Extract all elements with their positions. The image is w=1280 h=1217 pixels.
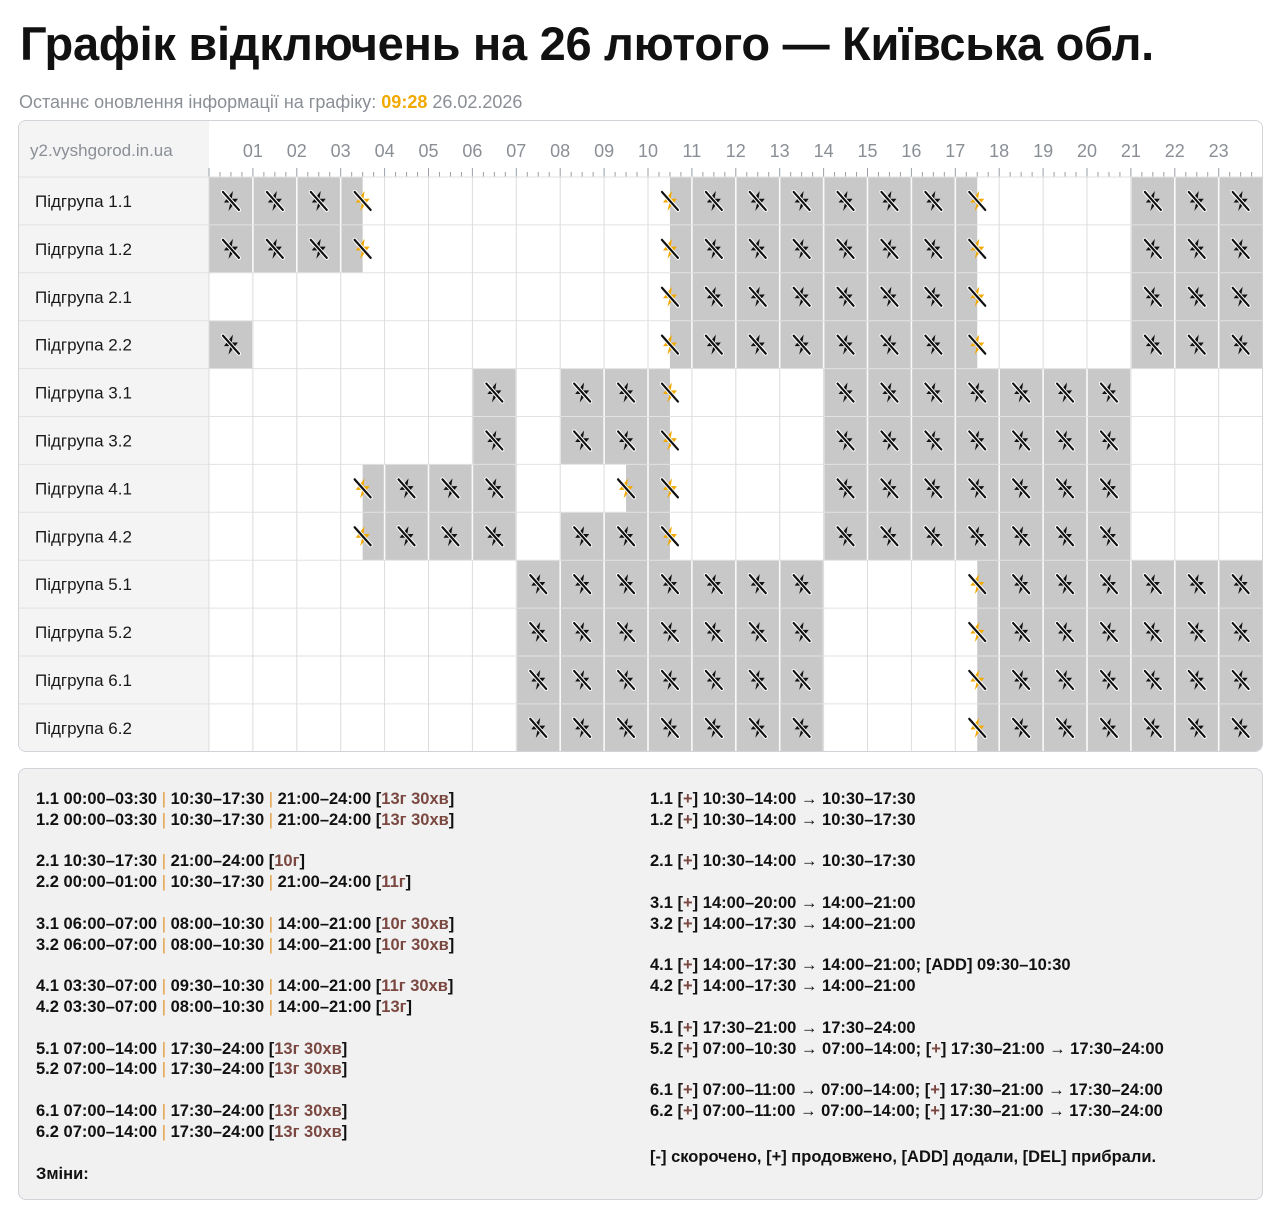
schedule-range: 14:00–21:00 — [277, 997, 372, 1016]
schedule-range: 17:30–24:00 — [170, 1122, 265, 1141]
schedule-line — [36, 935, 636, 956]
bracket: [ — [371, 810, 382, 829]
bracket: [ — [371, 914, 382, 933]
change-line — [650, 955, 1250, 976]
schedule-group-id: 2.2 — [36, 873, 64, 892]
change-separator: ; — [915, 1039, 926, 1058]
schedule-range: 07:00–14:00 — [63, 1101, 158, 1120]
range-separator: | — [264, 873, 278, 892]
schedule-range: 00:00–01:00 — [63, 873, 158, 892]
change-text: 14:00–20:00 → 14:00–21:00 — [702, 893, 916, 912]
hour-label: 05 — [418, 141, 439, 161]
range-separator: | — [264, 935, 278, 954]
hour-label: 03 — [330, 141, 351, 161]
legend: [-] скорочено, [+] продовжено, [ADD] додали, [DEL] прибрали. — [650, 1147, 1157, 1166]
hour-label: 16 — [901, 141, 922, 161]
schedule-total: 13г 30хв — [274, 1039, 342, 1058]
spacer — [650, 935, 1250, 956]
change-group-id: 4.2 — [650, 977, 678, 996]
spacer — [36, 831, 636, 852]
hour-label: 21 — [1120, 141, 1141, 161]
change-group-id: 6.1 — [650, 1081, 678, 1100]
schedule-range: 09:30–10:30 — [170, 977, 265, 996]
change-line — [650, 810, 1250, 831]
bracket: [ — [264, 1060, 275, 1079]
hour-label: 12 — [725, 141, 746, 161]
change-tag: + — [683, 1039, 693, 1058]
schedule-group-id: 5.1 — [36, 1039, 64, 1058]
schedule-range: 21:00–24:00 — [277, 873, 372, 892]
group-label: Підгрупа 2.2 — [35, 335, 132, 355]
bracket: ] — [341, 1060, 348, 1079]
update-label: Останнє оновлення інформації на графіку: — [19, 92, 377, 112]
schedule-group-id: 1.2 — [36, 810, 64, 829]
schedule-total: 13г 30хв — [274, 1101, 342, 1120]
change-tag: + — [683, 1081, 693, 1100]
schedule-range: 17:30–24:00 — [170, 1060, 265, 1079]
change-line — [650, 893, 1250, 914]
change-line — [650, 851, 1250, 872]
bracket: ] — [447, 977, 454, 996]
bracket: ] — [966, 956, 978, 975]
hour-label: 23 — [1208, 141, 1229, 161]
bracket: [ — [371, 790, 382, 808]
schedule-total: 10г — [274, 852, 300, 871]
change-tag: + — [683, 914, 693, 933]
group-label: Підгрупа 3.1 — [35, 383, 132, 403]
schedule-group-id: 5.2 — [36, 1060, 64, 1079]
schedule-range: 08:00–10:30 — [170, 935, 265, 954]
change-group-id: 1.2 — [650, 810, 678, 829]
bracket: ] — [939, 1101, 951, 1120]
bracket: ] — [692, 790, 703, 808]
bracket: ] — [692, 810, 703, 829]
schedule-range: 21:00–24:00 — [277, 790, 372, 808]
change-text: 17:30–21:00 → 17:30–24:00 — [950, 1081, 1163, 1100]
bracket: [ — [677, 1039, 684, 1058]
hour-label: 09 — [594, 141, 615, 161]
bracket: ] — [692, 956, 703, 975]
bracket: [ — [677, 977, 684, 996]
change-tag: ADD — [931, 956, 967, 975]
bracket: [ — [677, 956, 684, 975]
change-tag: + — [930, 1081, 940, 1100]
change-tag: + — [683, 1101, 693, 1120]
schedule-range: 06:00–07:00 — [63, 914, 158, 933]
change-text: 09:30–10:30 — [977, 956, 1071, 975]
range-separator: | — [157, 852, 171, 871]
bracket: [ — [677, 914, 684, 933]
range-separator: | — [157, 790, 171, 808]
schedule-total: 13г — [381, 997, 407, 1016]
change-tag: + — [683, 956, 693, 975]
schedule-line — [36, 851, 636, 872]
group-label: Підгрупа 4.1 — [35, 479, 132, 499]
schedule-group-id: 4.2 — [36, 997, 64, 1016]
bracket: [ — [925, 956, 932, 975]
bracket: [ — [677, 852, 684, 871]
schedule-line — [36, 810, 636, 831]
spacer — [36, 1018, 636, 1039]
hour-label: 18 — [989, 141, 1010, 161]
schedule-range: 21:00–24:00 — [277, 810, 372, 829]
group-label: Підгрупа 6.1 — [35, 670, 132, 690]
range-separator: | — [264, 914, 278, 933]
changes-label: Зміни: — [36, 1165, 89, 1183]
schedule-range: 03:30–07:00 — [63, 977, 158, 996]
hour-label: 07 — [506, 141, 527, 161]
spacer — [650, 1122, 1250, 1143]
update-date: 26.02.2026 — [432, 92, 523, 112]
bracket: ] — [448, 790, 455, 808]
schedule-grid-svg — [19, 121, 1262, 751]
bracket: ] — [448, 935, 455, 954]
change-text: 14:00–17:30 → 14:00–21:00 — [702, 977, 916, 996]
change-text: 07:00–11:00 → 07:00–14:00 — [702, 1101, 915, 1120]
schedule-total: 10г 30хв — [381, 914, 449, 933]
range-separator: | — [264, 997, 278, 1016]
schedule-group-id: 1.1 — [36, 790, 64, 808]
schedule-line — [36, 976, 636, 997]
change-group-id: 2.1 — [650, 852, 678, 871]
schedule-range: 17:30–24:00 — [170, 1039, 265, 1058]
schedule-range: 08:00–10:30 — [170, 997, 265, 1016]
schedule-group-id: 6.1 — [36, 1101, 64, 1120]
change-text: 17:30–21:00 → 17:30–24:00 — [702, 1018, 916, 1037]
hour-label: 06 — [462, 141, 483, 161]
range-separator: | — [157, 1101, 171, 1120]
schedule-group-id: 3.2 — [36, 935, 64, 954]
bracket: [ — [677, 810, 684, 829]
hour-label: 01 — [242, 141, 263, 161]
schedule-total: 11г — [381, 873, 406, 892]
bracket: [ — [264, 1039, 275, 1058]
bracket: ] — [940, 1039, 951, 1058]
spacer — [650, 831, 1250, 852]
hour-label: 20 — [1076, 141, 1098, 161]
group-label: Підгрупа 1.1 — [35, 191, 132, 211]
bracket: ] — [405, 873, 412, 892]
change-tag: + — [683, 852, 693, 871]
range-separator: | — [157, 1060, 171, 1079]
spacer — [36, 955, 636, 976]
hour-label: 02 — [286, 141, 307, 161]
schedule-summary — [18, 768, 1263, 1200]
schedule-range: 06:00–07:00 — [63, 935, 158, 954]
hour-label: 19 — [1033, 141, 1054, 161]
group-label: Підгрупа 5.1 — [35, 575, 132, 595]
hour-label: 13 — [769, 141, 790, 161]
change-group-id: 6.2 — [650, 1101, 678, 1120]
group-label: Підгрупа 6.2 — [35, 718, 132, 738]
schedule-range: 08:00–10:30 — [170, 914, 265, 933]
hour-label: 22 — [1164, 141, 1185, 161]
schedule-range: 14:00–21:00 — [277, 914, 372, 933]
change-text: 07:00–11:00 → 07:00–14:00 — [702, 1081, 915, 1100]
bracket: [ — [677, 1081, 684, 1100]
bracket: ] — [692, 1039, 703, 1058]
change-text: 17:30–21:00 → 17:30–24:00 — [950, 1039, 1164, 1058]
range-separator: | — [157, 1039, 171, 1058]
schedule-line — [36, 872, 636, 893]
group-label: Підгрупа 2.1 — [35, 287, 132, 307]
range-separator: | — [157, 997, 171, 1016]
range-separator: | — [157, 1122, 171, 1141]
schedule-total: 13г 30хв — [381, 790, 449, 808]
bracket: ] — [692, 1018, 703, 1037]
change-tag: + — [683, 790, 693, 808]
bracket: [ — [677, 1101, 684, 1120]
bracket: [ — [924, 1081, 931, 1100]
hour-label: 15 — [857, 141, 878, 161]
schedule-grid — [18, 120, 1263, 752]
bracket: ] — [692, 852, 703, 871]
bracket: ] — [692, 1081, 703, 1100]
hour-label: 17 — [945, 141, 966, 161]
bracket: ] — [692, 893, 703, 912]
range-separator: | — [157, 873, 171, 892]
group-label: Підгрупа 3.2 — [35, 431, 132, 451]
change-text: 17:30–21:00 → 17:30–24:00 — [950, 1101, 1163, 1120]
bracket: [ — [371, 935, 382, 954]
group-label: Підгрупа 1.2 — [35, 239, 132, 259]
schedule-range: 10:30–17:30 — [170, 873, 265, 892]
bracket: [ — [677, 790, 684, 808]
change-line — [650, 1101, 1250, 1122]
bracket: [ — [371, 997, 382, 1016]
schedule-line — [36, 1039, 636, 1060]
change-tag: + — [931, 1039, 941, 1058]
spacer — [36, 893, 636, 914]
update-info — [19, 92, 522, 113]
hour-label: 04 — [374, 141, 395, 161]
bracket: ] — [939, 1081, 951, 1100]
page-title: Графік відключень на 26 лютого — Київська обл. — [20, 17, 1154, 70]
change-line — [650, 1039, 1250, 1060]
change-line — [650, 1080, 1250, 1101]
change-text: 07:00–10:30 → 07:00–14:00 — [702, 1039, 916, 1058]
change-text: 10:30–14:00 → 10:30–17:30 — [702, 852, 916, 871]
schedule-range: 07:00–14:00 — [63, 1122, 158, 1141]
changes-list — [650, 789, 1250, 1167]
hour-label: 08 — [550, 141, 571, 161]
range-separator: | — [157, 977, 171, 996]
range-separator: | — [157, 810, 171, 829]
change-text: 10:30–14:00 → 10:30–17:30 — [702, 790, 916, 808]
range-separator: | — [264, 977, 278, 996]
bracket: ] — [341, 1101, 348, 1120]
change-tag: + — [683, 810, 693, 829]
schedule-total: 13г 30хв — [381, 810, 449, 829]
hour-label: 11 — [682, 141, 702, 161]
schedule-group-id: 6.2 — [36, 1122, 64, 1141]
change-separator: ; — [915, 956, 926, 975]
range-separator: | — [157, 914, 171, 933]
bracket: ] — [692, 1101, 703, 1120]
spacer — [650, 997, 1250, 1018]
schedule-line — [36, 1101, 636, 1122]
bracket: [ — [264, 1122, 275, 1141]
bracket: [ — [677, 1018, 684, 1037]
schedule-range: 21:00–24:00 — [170, 852, 265, 871]
schedule-list — [36, 789, 636, 1143]
schedule-range: 00:00–03:30 — [63, 810, 158, 829]
change-line — [650, 1018, 1250, 1039]
schedule-group-id: 3.1 — [36, 914, 64, 933]
group-label: Підгрупа 4.2 — [35, 527, 132, 547]
group-label: Підгрупа 5.2 — [35, 623, 132, 643]
change-line — [650, 789, 1250, 810]
change-tag: + — [683, 977, 693, 996]
bracket: ] — [406, 997, 413, 1016]
change-tag: + — [930, 1101, 940, 1120]
schedule-group-id: 2.1 — [36, 852, 64, 871]
schedule-total: 13г 30хв — [274, 1122, 342, 1141]
schedule-range: 10:30–17:30 — [170, 810, 265, 829]
bracket: ] — [448, 914, 455, 933]
change-group-id: 3.2 — [650, 914, 678, 933]
schedule-range: 07:00–14:00 — [63, 1039, 158, 1058]
source-label: y2.vyshgorod.in.ua — [30, 141, 173, 160]
bracket: [ — [371, 873, 382, 892]
change-tag: + — [683, 893, 693, 912]
hour-label: 10 — [637, 141, 659, 161]
change-group-id: 1.1 — [650, 790, 678, 808]
schedule-range: 07:00–14:00 — [63, 1060, 158, 1079]
spacer — [36, 1080, 636, 1101]
schedule-total: 11г 30хв — [381, 977, 448, 996]
schedule-range: 10:30–17:30 — [170, 790, 265, 808]
change-group-id: 5.1 — [650, 1018, 678, 1037]
bracket: ] — [692, 977, 703, 996]
bracket: ] — [692, 914, 703, 933]
bracket: [ — [264, 852, 275, 871]
schedule-range: 00:00–03:30 — [63, 790, 158, 808]
change-separator: ; — [914, 1081, 925, 1100]
change-line — [650, 976, 1250, 997]
bracket: [ — [677, 893, 684, 912]
schedule-range: 10:30–17:30 — [63, 852, 158, 871]
spacer — [650, 872, 1250, 893]
schedule-range: 14:00–21:00 — [277, 935, 372, 954]
schedule-line — [36, 789, 636, 810]
change-text: 14:00–17:30 → 14:00–21:00 — [702, 956, 916, 975]
update-time: 09:28 — [381, 92, 428, 112]
change-group-id: 4.1 — [650, 956, 678, 975]
schedule-line — [36, 1059, 636, 1080]
range-separator: | — [264, 810, 278, 829]
bracket: ] — [448, 810, 455, 829]
change-line — [650, 914, 1250, 935]
schedule-total: 10г 30хв — [381, 935, 449, 954]
schedule-group-id: 4.1 — [36, 977, 64, 996]
schedule-range: 14:00–21:00 — [277, 977, 372, 996]
range-separator: | — [264, 790, 278, 808]
bracket: ] — [341, 1122, 348, 1141]
change-text: 14:00–17:30 → 14:00–21:00 — [702, 914, 916, 933]
bracket: ] — [299, 852, 305, 871]
schedule-line — [36, 997, 636, 1018]
spacer — [650, 1059, 1250, 1080]
change-tag: + — [683, 1018, 693, 1037]
bracket: ] — [341, 1039, 348, 1058]
range-separator: | — [157, 935, 171, 954]
schedule-range: 17:30–24:00 — [170, 1101, 265, 1120]
bracket: [ — [371, 977, 382, 996]
bracket: [ — [264, 1101, 275, 1120]
schedule-range: 03:30–07:00 — [63, 997, 158, 1016]
schedule-line — [36, 1122, 636, 1143]
change-group-id: 5.2 — [650, 1039, 678, 1058]
change-group-id: 3.1 — [650, 893, 678, 912]
change-text: 10:30–14:00 → 10:30–17:30 — [702, 810, 916, 829]
schedule-total: 13г 30хв — [274, 1060, 342, 1079]
bracket: [ — [924, 1101, 931, 1120]
hour-label: 14 — [813, 141, 834, 161]
bracket: [ — [925, 1039, 932, 1058]
change-separator: ; — [914, 1101, 925, 1120]
schedule-line — [36, 914, 636, 935]
